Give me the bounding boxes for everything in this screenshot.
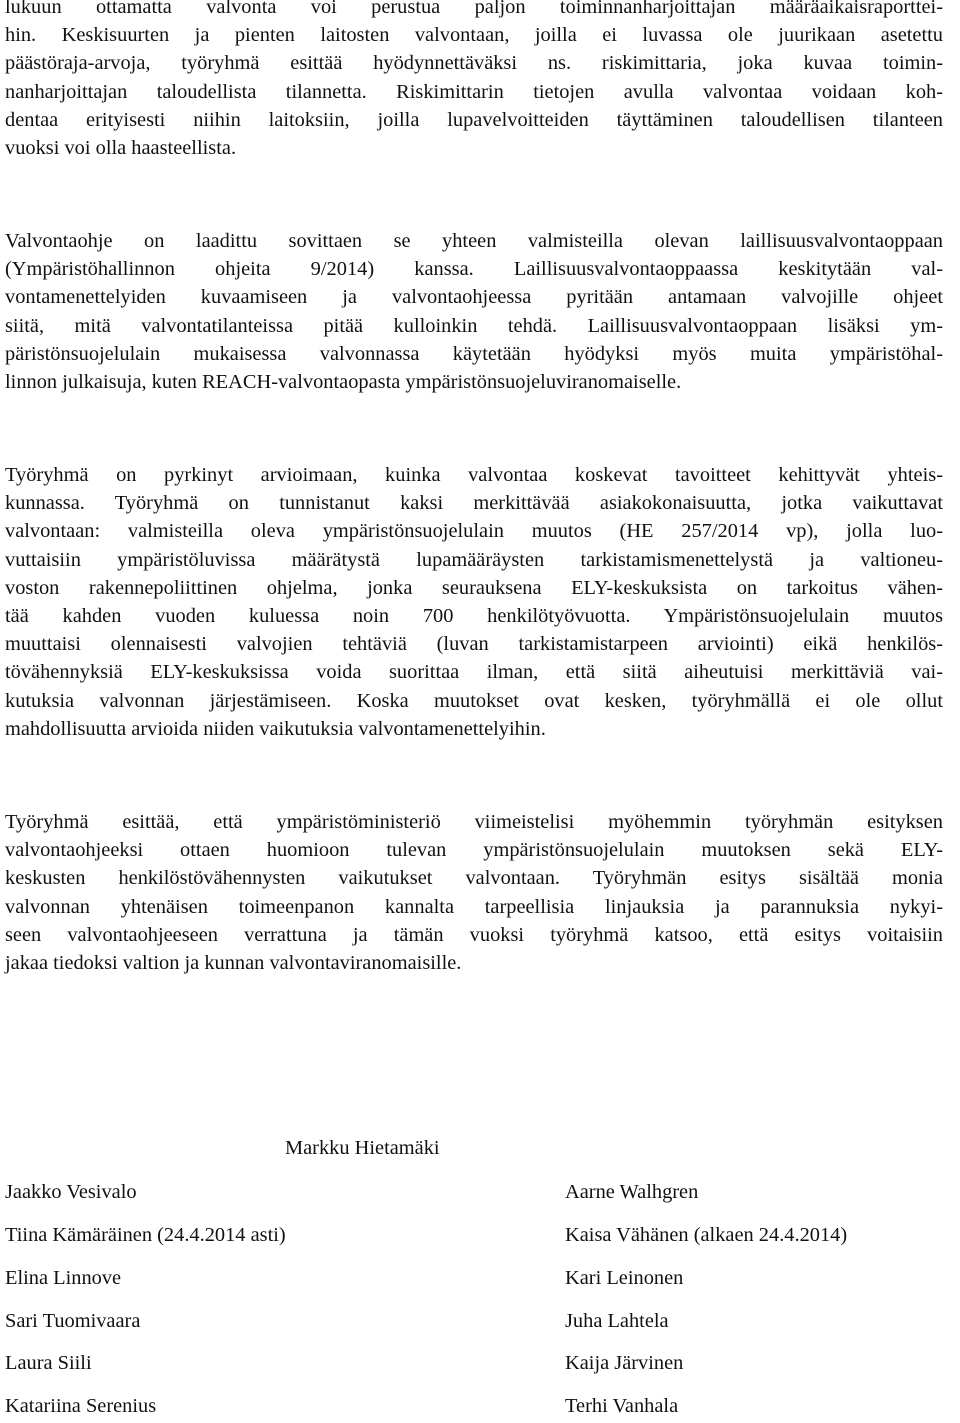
text-line: Työryhmä on pyrkinyt arvioimaan, kuinka valvontaa koskevat tavoitteet kehittyvät yhteis- (5, 464, 943, 486)
member-name-right: Terhi Vanhala (565, 1395, 679, 1417)
paragraph-risk-meter (5, 0, 943, 162)
text-line: voston rakennepoliittinen ohjelma, jonka seurauksena ELY-keskuksista on tarkoitus vähen- (5, 576, 943, 599)
member-name-left: Tiina Kämäräinen (24.4.2014 asti) (5, 1224, 286, 1246)
signature-row (5, 1310, 943, 1338)
member-name-right: Kaisa Vähänen (alkaen 24.4.2014) (565, 1224, 848, 1246)
signature-row (5, 1267, 943, 1295)
text-line: päästöraja-arvoja, työryhmä esittää hyödynnettäväksi ns. riskimittaria, joka kuvaa toimin- (5, 52, 943, 75)
text-line: valvonnan yhtenäisen toimeenpanon kannalta tarpeellisia linjauksia ja parannuksia nykyi- (5, 895, 943, 918)
text-line: tää kahden vuoden kuluessa noin 700 henkilötyövuotta. Ympäristönsuojelulain muutos (5, 605, 943, 628)
paragraph-proposal (5, 808, 943, 977)
text-line: Valvontaohje on laadittu sovittaen se yhteen valmisteilla olevan laillisuusvalvontaoppaan (5, 230, 943, 252)
text-line: (Ympäristöhallinnon ohjeita 9/2014) kanssa. Laillisuusvalvontaoppaassa keskitytään val- (5, 258, 943, 281)
text-line: keskusten henkilöstövähennysten vaikutukset valvontaan. Työryhmän esitys sisältää monia (5, 867, 943, 890)
text-line: valvontaan: valmisteilla oleva ympäristönsuojelulain muutos (HE 257/2014 vp), jolla luo- (5, 520, 943, 543)
chair-name: Markku Hietamäki (285, 1137, 440, 1159)
text-line: vuttaisiin ympäristöluvissa määrätystä lupamääräysten tarkistamismenettelystä ja valtioneu- (5, 548, 943, 571)
text-line: mahdollisuutta arvioida niiden vaikutuksia valvontamenettelyihin. (5, 717, 546, 740)
signature-row (5, 1352, 943, 1380)
text-line: hin. Keskisuurten ja pienten laitosten valvontaan, joilla ei luvassa ole juurikaan asetettu (5, 24, 943, 47)
member-name-right: Kari Leinonen (565, 1267, 684, 1289)
signature-row (5, 1224, 943, 1252)
text-line: valvontaohjeeksi ottaen huomioon tulevan ympäristönsuojelulain muutoksen sekä ELY- (5, 839, 943, 862)
text-line: muuttaisi olennaisesti valvojien tehtäviä (luvan tarkistamistarpeen arviointi) eikä henkilös- (5, 633, 943, 656)
text-line: vontamenettelyiden kuvaamiseen ja valvontaohjeessa pyritään antamaan valvojille ohjeet (5, 286, 943, 309)
paragraph-guidance-alignment (5, 227, 943, 396)
member-name-left: Sari Tuomivaara (5, 1310, 141, 1332)
member-name-right: Kaija Järvinen (565, 1352, 684, 1374)
text-line: seen valvontaohjeeseen verrattuna ja tämän vuoksi työryhmä katsoo, että esitys voitaisiin (5, 923, 943, 946)
member-name-left: Elina Linnove (5, 1267, 122, 1289)
member-name-right: Aarne Walhgren (565, 1181, 699, 1203)
paragraph-development-assessment (5, 461, 943, 743)
signature-row (5, 1181, 943, 1209)
text-line: kutuksia valvonnan järjestämiseen. Koska muutokset ovat kesken, työryhmällä ei ole ollut (5, 689, 943, 712)
member-name-left: Katariina Serenius (5, 1395, 157, 1417)
text-line: tövähennyksiä ELY-keskuksissa voida suorittaa ilman, että siitä aiheutuisi merkittäviä vai- (5, 661, 943, 684)
member-name-left: Jaakko Vesivalo (5, 1181, 137, 1203)
text-line: vuoksi voi olla haasteellista. (5, 137, 237, 160)
text-line: Työryhmä esittää, että ympäristöministeriö viimeistelisi myöhemmin työryhmän esityksen (5, 811, 943, 833)
text-line: jakaa tiedoksi valtion ja kunnan valvontaviranomaisille. (5, 952, 462, 975)
text-line: lukuun ottamatta valvonta voi perustua paljon toiminnanharjoittajan määräaikaisraporttei- (5, 0, 943, 18)
text-line: linnon julkaisuja, kuten REACH-valvontaopasta ympäristönsuojeluviranomaiselle. (5, 371, 682, 394)
text-line: siitä, mitä valvontatilanteissa pitää kulloinkin tehdä. Laillisuusvalvontaoppaan lisäksi ym- (5, 314, 943, 337)
member-name-right: Juha Lahtela (565, 1310, 669, 1332)
text-line: nanharjoittajan taloudellista tilannetta. Riskimittarin tietojen avulla valvontaa voidaan koh- (5, 80, 943, 103)
text-line: kunnassa. Työryhmä on tunnistanut kaksi merkittävää asiakokonaisuutta, jotka vaikuttavat (5, 492, 943, 515)
text-line: dentaa erityisesti niihin laitoksiin, joilla lupavelvoitteiden täyttäminen taloudellisen tilanteen (5, 108, 943, 131)
text-line: päristönsuojelulain mukaisessa valvonnassa käytetään hyödyksi myös muita ympäristöhal- (5, 342, 943, 365)
member-name-left: Laura Siili (5, 1352, 92, 1374)
